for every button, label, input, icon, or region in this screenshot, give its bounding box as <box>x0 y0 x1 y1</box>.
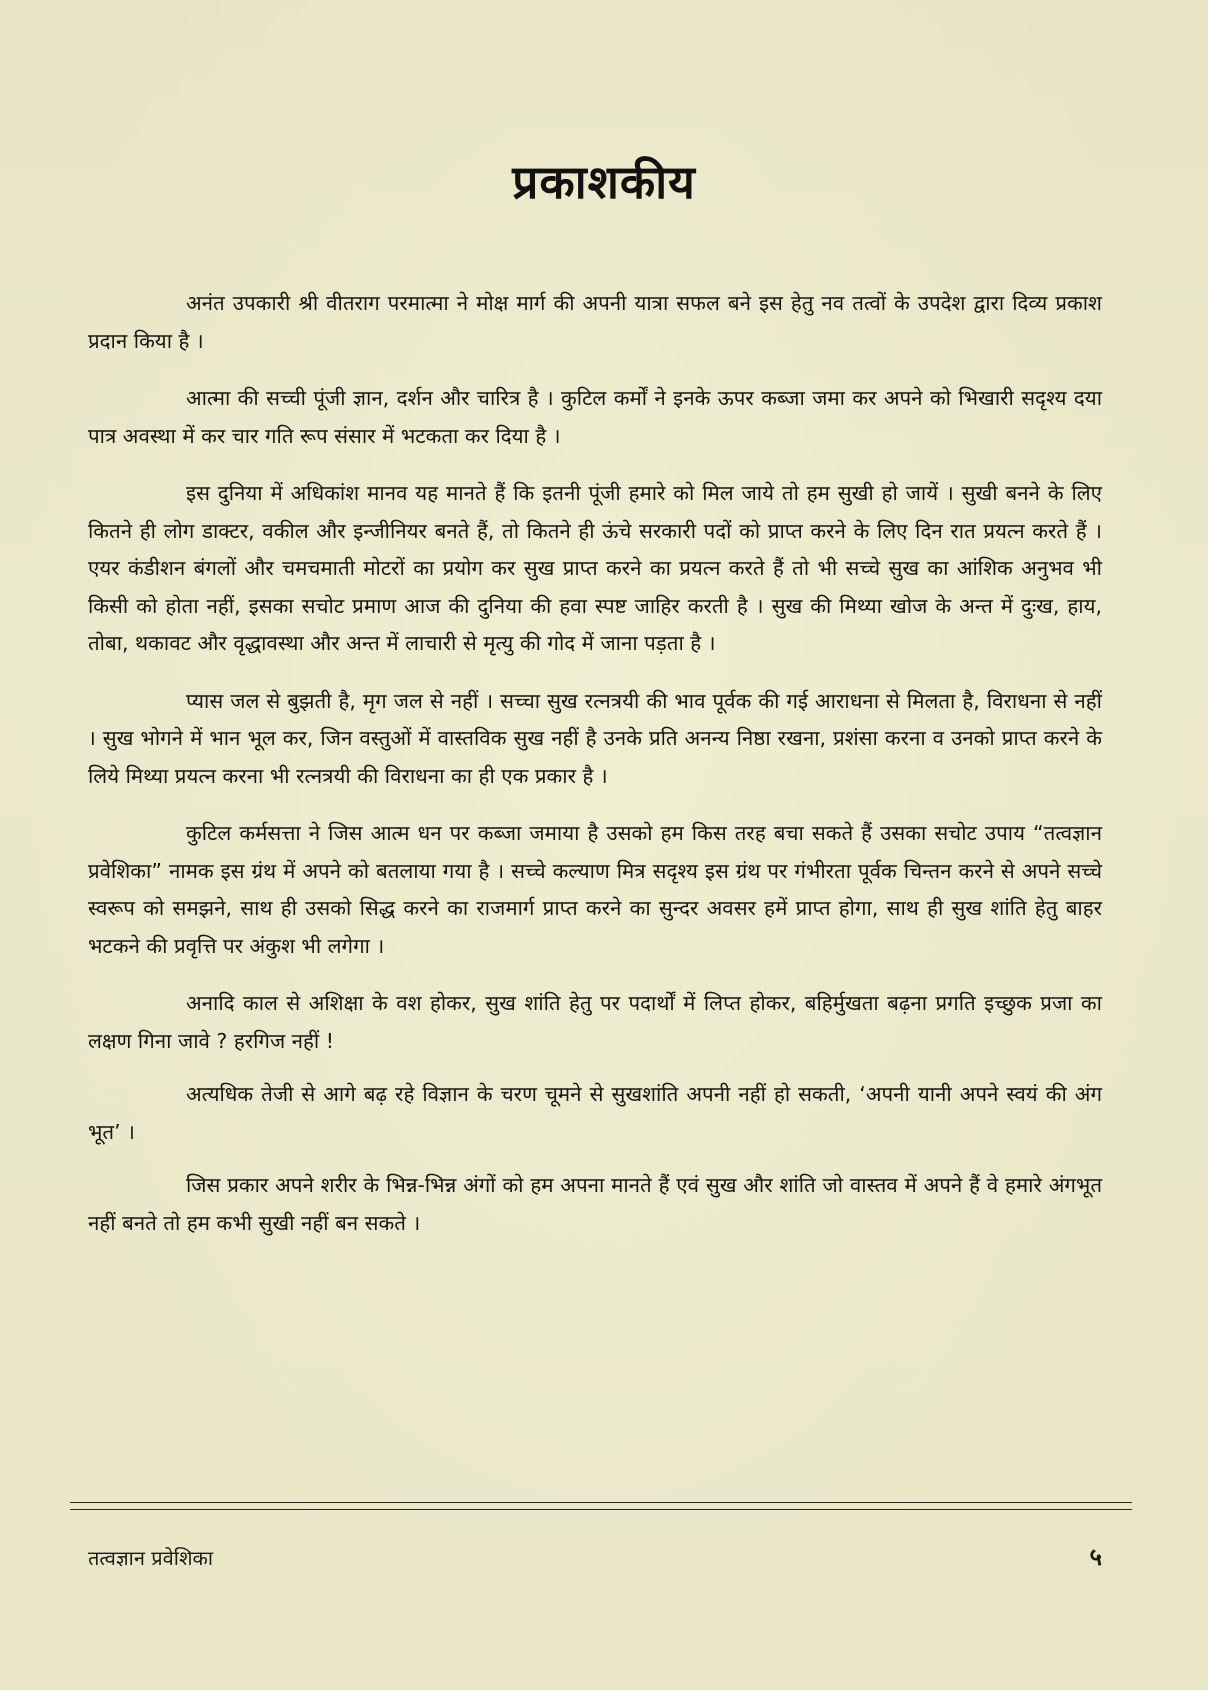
paragraph-1: अनंत उपकारी श्री वीतराग परमात्मा ने मोक्ष मार्ग की अपनी यात्रा सफल बने इस हेतु नव तत्वों के उपदेश द्वारा दिव्य प्रकाश प्रदान किया है । <box>88 291 1102 353</box>
footer-divider-top <box>70 1502 1132 1503</box>
paragraph-3: इस दुनिया में अधिकांश मानव यह मानते हैं कि इतनी पूंजी हमारे को मिल जाये तो हम सुखी हो जायें । सुखी बनने के लिए कितने ही लोग डाक्टर, वकील और इन्जीनियर बनते हैं, तो कितने ही ऊंचे सरकारी पदों को प्राप्त करने के लिए दिन रात प्रयत्न करते हैं । एयर कंडीशन बंगलों और चमचमाती मोटरों का प्रयोग कर सुख प्राप्त करने का प्रयत्न करते हैं तो भी सच्चे सुख का आंशिक अनुभव भी किसी को होता नहीं, इसका सचोट प्रमाण आज की दुनिया की हवा स्पष्ट जाहिर करती है । सुख की मिथ्या खोज के अन्त में दुःख, हाय, तोबा, थकावट और वृद्धावस्था और अन्त में लाचारी से मृत्यु की गोद में जाना पड़ता है । <box>88 481 1102 655</box>
paragraph-6: अनादि काल से अशिक्षा के वश होकर, सुख शांति हेतु पर पदार्थों में लिप्त होकर, बहिर्मुखता बढ़ना प्रगति इच्छुक प्रजा का लक्षण गिना जावे ? हरगिज नहीं ! <box>88 991 1102 1053</box>
paragraph-2: आत्मा की सच्ची पूंजी ज्ञान, दर्शन और चारित्र है । कुटिल कर्मों ने इनके ऊपर कब्जा जमा कर अपने को भिखारी सदृश्य दया पात्र अवस्था में कर चार गति रूप संसार में भटकता कर दिया है । <box>88 386 1102 448</box>
footer-divider-bottom <box>70 1509 1132 1510</box>
footer-book-title: तत्वज्ञान प्रवेशिका <box>88 1546 214 1570</box>
footer-page-number: ५ <box>1089 1543 1102 1571</box>
paragraph-7: अत्यधिक तेजी से आगे बढ़ रहे विज्ञान के चरण चूमने से सुखशांति अपनी नहीं हो सकती, ‘अपनी यानी अपने स्वयं की अंग भूत’ । <box>88 1082 1102 1144</box>
paragraph-5: कुटिल कर्मसत्ता ने जिस आत्म धन पर कब्जा जमाया है उसको हम किस तरह बचा सकते हैं उसका सचोट उपाय “तत्वज्ञान प्रवेशिका” नामक इस ग्रंथ में अपने को बतलाया गया है । सच्चे कल्याण मित्र सदृश्य इस ग्रंथ पर गंभीरता पूर्वक चिन्तन करने से अपने सच्चे स्वरूप को समझने, साथ ही उसको सिद्ध करने का राजमार्ग प्राप्त करने का सुन्दर अवसर हमें प्राप्त होगा, साथ ही सुख शांति हेतु बाहर भटकने की प्रवृत्ति पर अंकुश भी लगेगा । <box>88 821 1102 958</box>
paragraph-4: प्यास जल से बुझती है, मृग जल से नहीं । सच्चा सुख रत्नत्रयी की भाव पूर्वक की गई आराधना से मिलता है, विराधना से नहीं । सुख भोगने में भान भूल कर, जिन वस्तुओं में वास्तविक सुख नहीं है उनके प्रति अनन्य निष्ठा रखना, प्रशंसा करना व उनको प्राप्त करने के लिये मिथ्या प्रयत्न करना भी रत्नत्रयी की विराधना का ही एक प्रकार है । <box>88 688 1102 788</box>
body-text <box>88 285 1102 1262</box>
page-title: प्रकाशकीय <box>512 155 696 209</box>
paragraph-8: जिस प्रकार अपने शरीर के भिन्न-भिन्न अंगों को हम अपना मानते हैं एवं सुख और शांति जो वास्तव में अपने हैं वे हमारे अंगभूत नहीं बनते तो हम कभी सुखी नहीं बन सकते । <box>88 1173 1102 1235</box>
